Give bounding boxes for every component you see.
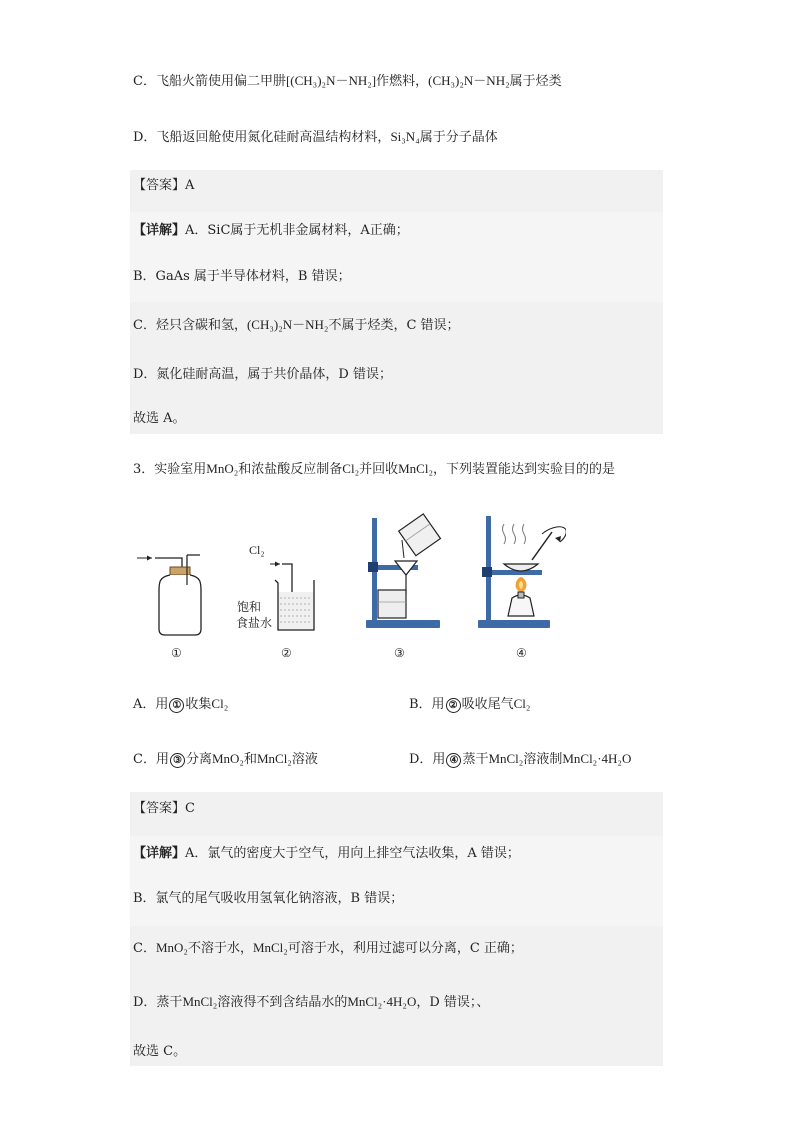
q2-detail-b: B．GaAs 属于半导体材料，B 错误； [133, 269, 351, 284]
figure-label-2: ② [281, 646, 292, 660]
q2-conclusion: 故选 A。 [133, 411, 186, 426]
apparatus-filtration [364, 512, 444, 632]
apparatus-evaporation [476, 512, 566, 632]
q2-detail-a: 【详解】A．SiC属于无机非金属材料，A正确； [133, 223, 409, 238]
q2-detail-d: D．氮化硅耐高温，属于共价晶体，D 错误； [133, 367, 392, 382]
q2-detail-c: C．烃只含碳和氢，(CH₃)₂N－NH₂不属于烃类，C 错误； [133, 317, 460, 333]
q2-option-d [133, 128, 498, 147]
water-label-1: 饱和 [237, 600, 262, 614]
figure-label-3: ③ [394, 646, 405, 660]
q3-stem: 3．实验室用MnO₂和浓盐酸反应制备Cl₂并回收MnCl₂，下列装置能达到实验目的的是 [133, 461, 616, 477]
q3-detail-a: 【详解】A．氯气的密度大于空气，用向上排空气法收集，A 错误； [133, 846, 520, 861]
q2-option-d-text: D．飞船返回舱使用氮化硅耐高温结构材料， [133, 130, 391, 145]
q3-detail-b: B．氯气的尾气吸收用氢氧化钠溶液，B 错误； [133, 891, 404, 906]
q3-option-a: A．用 ① 收集Cl₂ [133, 696, 229, 712]
formula-udmh-2: (CH₃)₂N－NH₂ [428, 73, 510, 88]
q2-answer-panel [130, 170, 663, 434]
circled-number-3: ③ [170, 753, 185, 768]
q3-option-c: C．用 ③ 分离MnO₂和MnCl₂溶液 [133, 751, 318, 767]
q3-answer-panel [130, 792, 663, 1066]
circled-number-1: ① [169, 698, 184, 713]
formula-si3n4: Si₃N₄ [390, 129, 420, 144]
figure-label-4: ④ [516, 646, 527, 660]
q2-option-c [133, 72, 562, 91]
formula-udmh: [(CH₃)₂N－NH₂] [285, 73, 377, 88]
cl2-label: Cl₂ [249, 543, 265, 557]
q3-answer: 【答案】C [133, 801, 195, 816]
q3-option-b: B．用 ② 吸收尾气Cl₂ [409, 696, 531, 712]
q2-option-c-text: C．飞船火箭使用偏二甲肼 [133, 74, 286, 89]
water-label-2: 食盐水 [236, 616, 273, 630]
q2-option-c-mid: 作燃料， [376, 74, 429, 89]
circled-number-4: ④ [446, 753, 461, 768]
apparatus-gas-bottle [135, 545, 210, 640]
q3-detail-d: D．蒸干MnCl₂溶液得不到含结晶水的MnCl₂·4H₂O，D 错误；、 [133, 994, 490, 1010]
circled-number-2: ② [446, 698, 461, 713]
q2-option-d-suffix: 属于分子晶体 [419, 130, 498, 145]
figure-label-1: ① [171, 646, 182, 660]
q2-option-c-suffix: 属于烃类 [509, 74, 562, 89]
q3-option-d: D．用 ④ 蒸干MnCl₂溶液制MnCl₂·4H₂O [409, 751, 632, 767]
q3-detail-c: C．MnO₂不溶于水，MnCl₂可溶于水，利用过滤可以分离，C 正确； [133, 940, 523, 956]
q2-answer: 【答案】A [133, 178, 195, 193]
q3-conclusion: 故选 C。 [133, 1044, 187, 1059]
